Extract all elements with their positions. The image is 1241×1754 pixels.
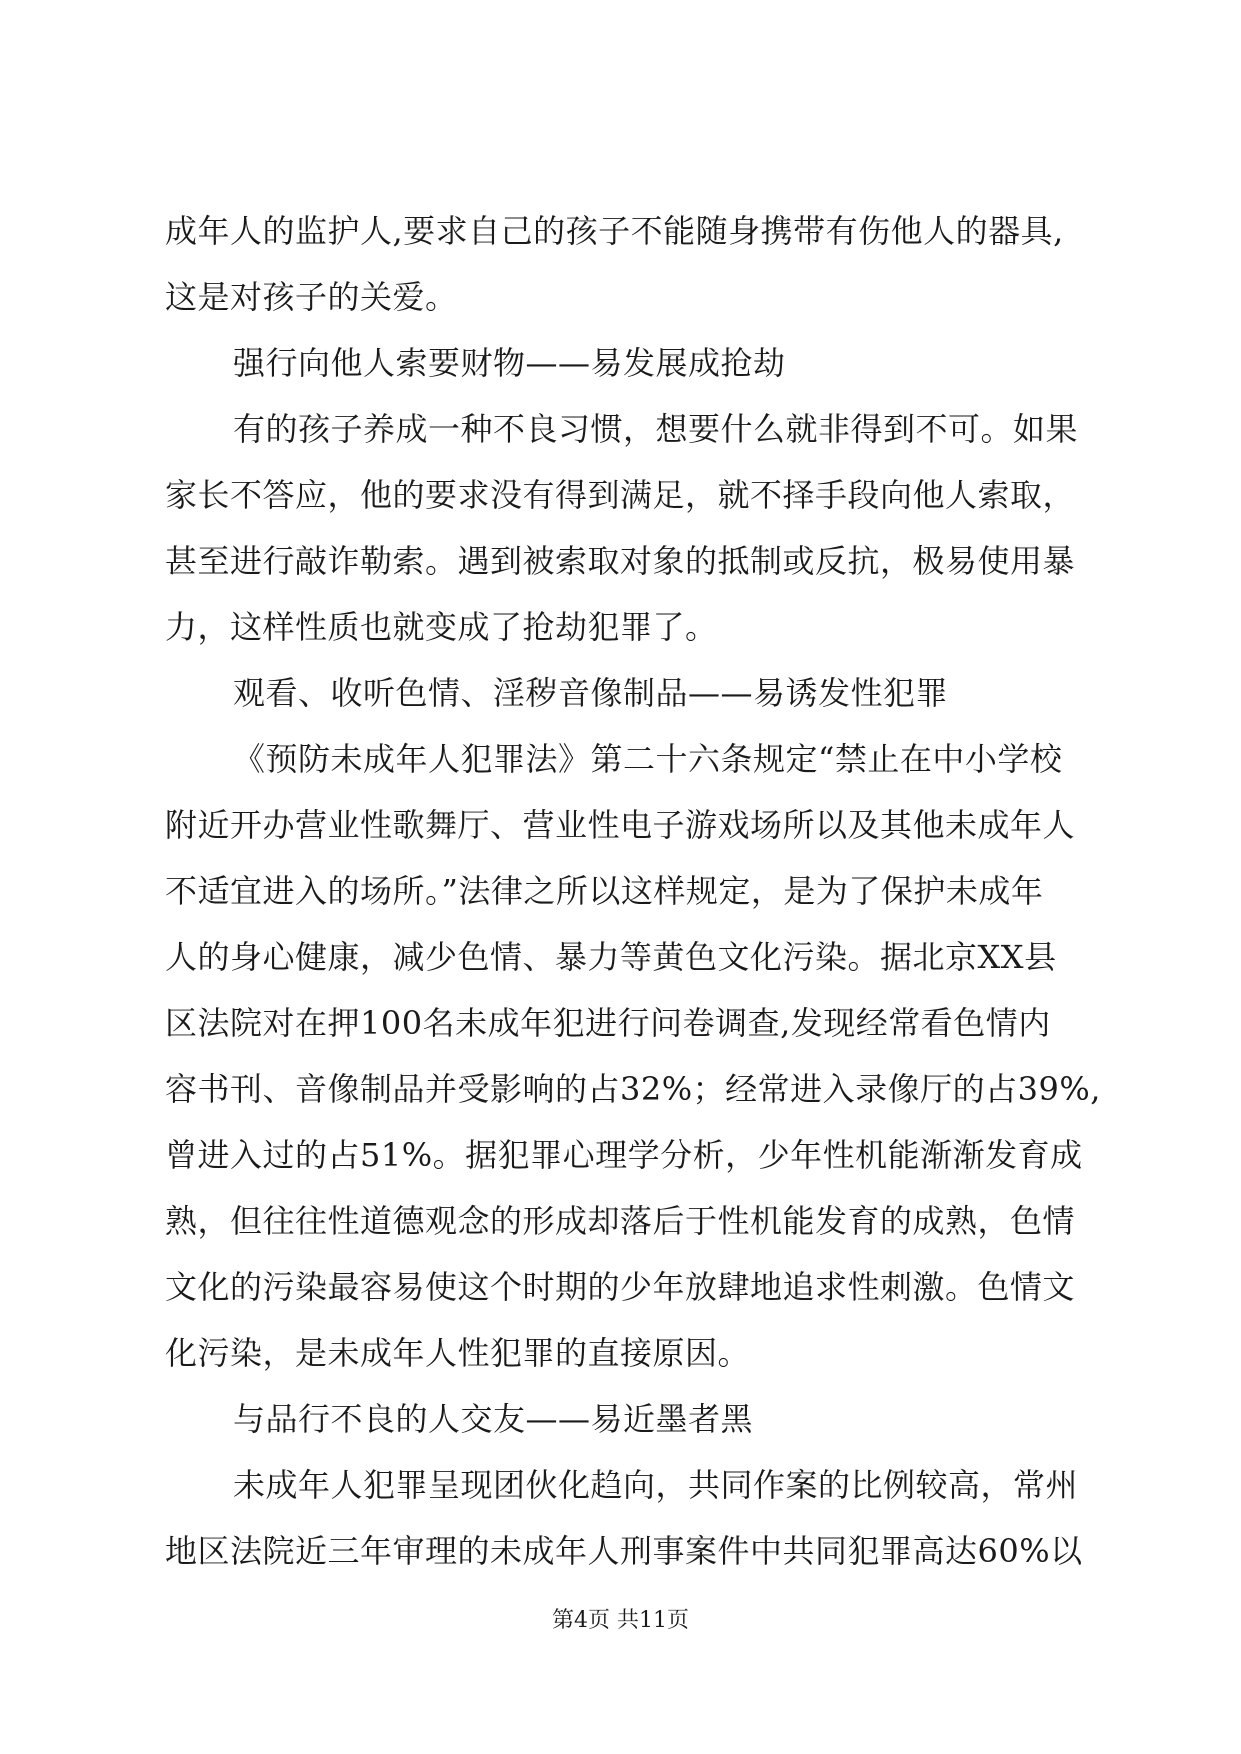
body-line: 力，这样性质也就变成了抢劫犯罪了。 [165,608,718,646]
body-line: 这是对孩子的关爱。 [165,278,458,316]
section-heading: 观看、收听色情、淫秽音像制品——易诱发性犯罪 [233,674,949,712]
section-heading: 与品行不良的人交友——易近墨者黑 [233,1400,754,1438]
body-line: 地区法院近三年审理的未成年人刑事案件中共同犯罪高达60%以 [165,1532,1083,1570]
body-line: 不适宜进入的场所。”法律之所以这样规定，是为了保护未成年 [165,872,1044,910]
section-heading: 强行向他人索要财物——易发展成抢劫 [233,344,786,382]
body-line: 文化的污染最容易使这个时期的少年放肆地追求性刺激。色情文 [165,1268,1076,1306]
body-line: 人的身心健康，减少色情、暴力等黄色文化污染。据北京XX县 [165,938,1057,976]
body-line: 曾进入过的占51%。据犯罪心理学分析，少年性机能渐渐发育成 [165,1136,1083,1174]
body-line: 有的孩子养成一种不良习惯，想要什么就非得到不可。如果 [233,410,1079,448]
body-line: 成年人的监护人,要求自己的孩子不能随身携带有伤他人的器具, [165,212,1064,250]
document-body [165,198,1101,1584]
page-number-footer: 第4页 共11页 [552,1608,689,1633]
body-line: 熟，但往往性道德观念的形成却落后于性机能发育的成熟，色情 [165,1202,1076,1240]
body-line: 未成年人犯罪呈现团伙化趋向，共同作案的比例较高，常州 [233,1466,1079,1504]
body-line: 化污染，是未成年人性犯罪的直接原因。 [165,1334,751,1372]
body-line: 容书刊、音像制品并受影响的占32%；经常进入录像厅的占39%, [165,1070,1101,1108]
body-line: 家长不答应，他的要求没有得到满足，就不择手段向他人索取， [165,476,1076,514]
body-line: 《预防未成年人犯罪法》第二十六条规定“禁止在中小学校 [233,740,1063,778]
body-line: 附近开办营业性歌舞厅、营业性电子游戏场所以及其他未成年人 [165,806,1076,844]
body-line: 甚至进行敲诈勒索。遇到被索取对象的抵制或反抗，极易使用暴 [165,542,1076,580]
body-line: 区法院对在押100名未成年犯进行问卷调查,发现经常看色情内 [165,1004,1051,1042]
